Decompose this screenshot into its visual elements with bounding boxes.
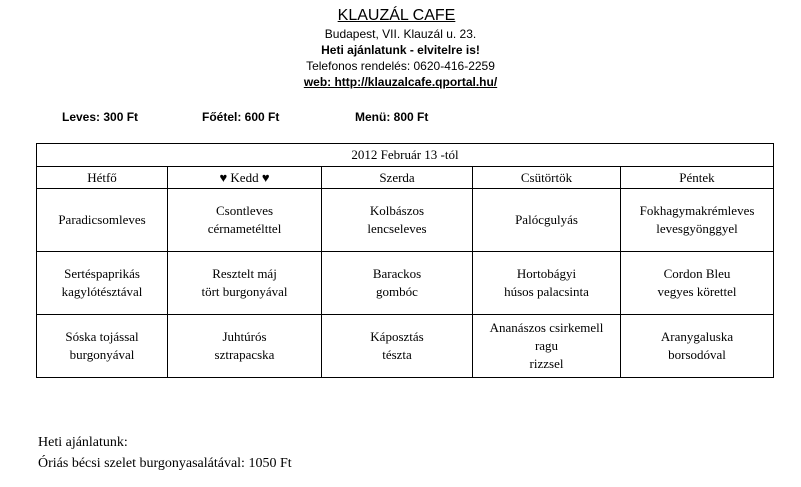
dish-line: Hortobágyi	[516, 266, 577, 281]
dish-line: Sertéspaprikás	[64, 266, 140, 281]
dish-cell	[621, 189, 774, 252]
dish-cell	[37, 252, 168, 315]
dish-cell	[473, 315, 621, 378]
weekly-special-title: Heti ajánlatunk:	[38, 435, 128, 450]
dish-line: gombóc	[376, 284, 418, 299]
dish-line: Sóska tojással	[65, 329, 139, 344]
menu-price: Menü: 800 Ft	[355, 110, 429, 124]
dish-line: Káposztás	[370, 329, 424, 344]
dish-line: burgonyával	[69, 347, 135, 362]
dish-line: Ananászos csirkemell	[489, 320, 604, 335]
days-row	[37, 167, 774, 189]
phone-number: Telefonos rendelés: 0620-416-2259	[306, 59, 495, 73]
dish-line: tört burgonyával	[201, 284, 288, 299]
dish-cell	[37, 315, 168, 378]
dish-line: Cordon Bleu	[663, 266, 731, 281]
dish-line: rizzsel	[529, 356, 564, 371]
dish-line: húsos palacsinta	[504, 284, 589, 299]
dish-line: ragu	[534, 338, 559, 353]
day-header: Szerda	[322, 167, 473, 189]
weekly-menu-table	[36, 143, 774, 378]
cafe-header	[0, 6, 801, 90]
cafe-address: Budapest, VII. Klauzál u. 23.	[324, 27, 477, 41]
dish-line: Fokhagymakrémleves	[639, 203, 755, 218]
dish-line: sztrapacska	[214, 347, 275, 362]
menu-row	[37, 189, 774, 252]
date-row	[37, 144, 774, 167]
dish-line: Resztelt máj	[212, 266, 277, 281]
offer-tagline: Heti ajánlatunk - elvitelre is!	[321, 43, 480, 57]
dish-line: Palócgulyás	[515, 212, 578, 227]
dish-line: Csontleves	[215, 203, 274, 218]
menu-date: 2012 Február 13 -tól	[37, 144, 774, 167]
menu-row	[37, 252, 774, 315]
weekly-special	[38, 432, 292, 474]
dish-line: tészta	[382, 347, 412, 362]
dish-line: vegyes körettel	[657, 284, 737, 299]
main-course-price: Főétel: 600 Ft	[202, 110, 280, 124]
dish-line: Paradicsomleves	[58, 212, 146, 227]
dish-cell	[322, 189, 473, 252]
dish-cell	[473, 189, 621, 252]
weekly-special-dish: Óriás bécsi szelet burgonyasalátával: 1050 Ft	[38, 456, 292, 471]
dish-cell	[322, 252, 473, 315]
cafe-name: KLAUZÁL CAFE	[337, 7, 456, 24]
dish-line: lencseleves	[367, 221, 427, 236]
day-header: Csütörtök	[473, 167, 621, 189]
dish-line: borsodóval	[668, 347, 726, 362]
dish-line: Barackos	[372, 266, 422, 281]
menu-row	[37, 315, 774, 378]
dish-cell	[621, 252, 774, 315]
dish-line: levesgyönggyel	[656, 221, 738, 236]
dish-cell	[322, 315, 473, 378]
soup-price: Leves: 300 Ft	[62, 110, 139, 124]
day-header: Péntek	[621, 167, 774, 189]
dish-cell	[37, 189, 168, 252]
dish-cell	[621, 315, 774, 378]
dish-line: cérnametélttel	[207, 221, 282, 236]
dish-line: Kolbászos	[369, 203, 425, 218]
website-link[interactable]: web: http://klauzalcafe.qportal.hu/	[303, 75, 498, 89]
dish-cell	[168, 315, 322, 378]
dish-cell	[168, 189, 322, 252]
day-header: ♥ Kedd ♥	[168, 167, 322, 189]
dish-cell	[473, 252, 621, 315]
day-header: Hétfő	[37, 167, 168, 189]
dish-line: Juhtúrós	[222, 329, 267, 344]
dish-cell	[168, 252, 322, 315]
dish-line: kagylótésztával	[61, 284, 143, 299]
dish-line: Aranygaluska	[660, 329, 734, 344]
